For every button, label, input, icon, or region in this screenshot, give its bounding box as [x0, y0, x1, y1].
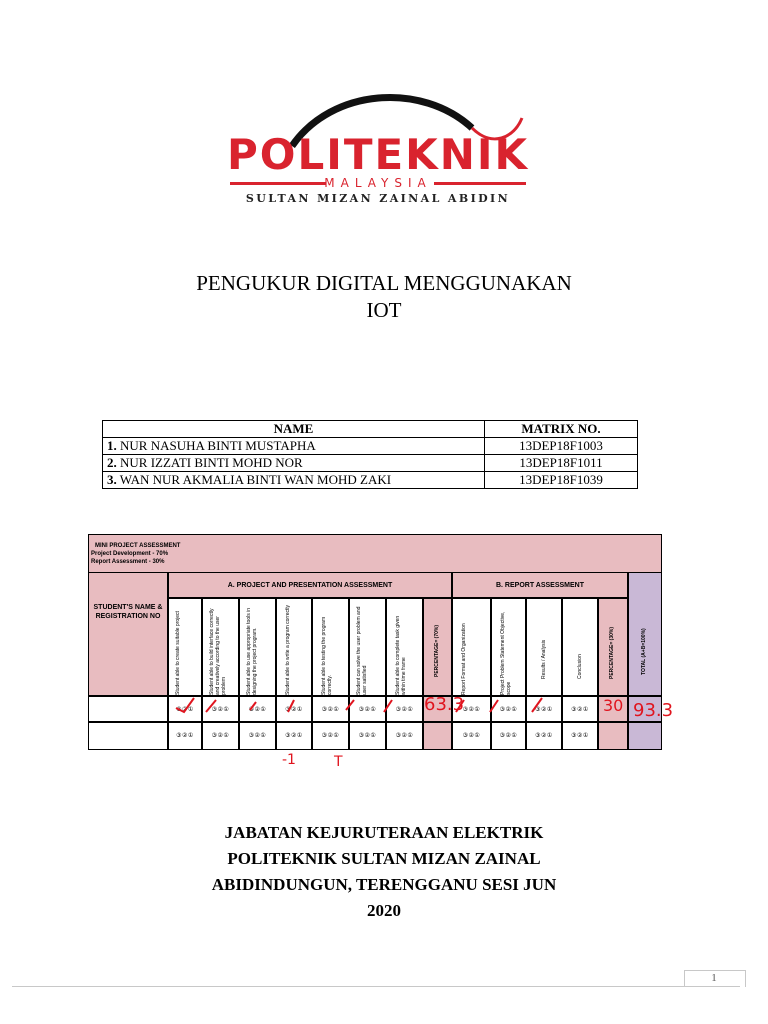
department-line: 2020 [367, 901, 401, 920]
table-row [103, 438, 638, 455]
marks-cell[interactable]: ③②① [386, 696, 423, 722]
marks-cell[interactable]: ③②① [452, 722, 491, 750]
criterion-a-cell [168, 598, 202, 696]
total-label: TOTAL (A+B=100%) [641, 628, 647, 675]
marks-cell[interactable]: ③②① [349, 696, 386, 722]
criterion-label: Report Format and Organization [461, 623, 467, 695]
total-header [628, 572, 662, 696]
handwritten-ticks-icon [160, 694, 560, 724]
criterion-label: Results / Analysis [541, 639, 547, 679]
form-title: MINI PROJECT ASSESSMENT [95, 543, 181, 549]
criterion-b-cell [452, 598, 491, 696]
student-name: NUR NASUHA BINTI MUSTAPHA [116, 438, 316, 453]
criterion-b-cell [562, 598, 598, 696]
criterion-label: Student able to complete task given within time frame [395, 615, 407, 695]
criterion-a-cell [276, 598, 312, 696]
department-line: POLITEKNIK SULTAN MIZAN ZAINAL [227, 849, 541, 868]
criterion-a-cell [312, 598, 349, 696]
student-column-label: STUDENT'S NAME & REGISTRATION NO [93, 604, 163, 620]
student-column-header [88, 572, 168, 696]
logo-subtitle: MALAYSIA [324, 176, 432, 190]
footer-rule [12, 986, 740, 987]
table-row [103, 472, 638, 489]
matrix-cell: 13DEP18F1039 [485, 472, 638, 489]
table-row [103, 455, 638, 472]
marks-cell[interactable]: ③②① [562, 696, 598, 722]
marks-cell[interactable]: ③②① [276, 696, 312, 722]
students-table [102, 420, 638, 489]
marks-cell[interactable]: ③②① [491, 696, 526, 722]
criterion-label: Student able to create suitable project [175, 611, 181, 695]
criterion-label: Student able to build interface correctly and creatively according to the user problem [209, 608, 227, 695]
criterion-b-cell [526, 598, 562, 696]
table-header-row [103, 421, 638, 438]
row-number: 3. [107, 472, 117, 487]
row-number: 2. [107, 455, 117, 470]
criterion-label: Student able to use appropriate tools in designing the project program. [246, 607, 258, 695]
matrix-header: MATRIX NO. [485, 421, 638, 438]
marks-cell[interactable]: ③②① [526, 696, 562, 722]
page-number: 1 [711, 972, 717, 984]
criterion-b-cell [491, 598, 526, 696]
form-weight-project: Project Development - 70% [91, 551, 169, 557]
student-entry-cell[interactable] [88, 696, 168, 722]
logo-tagline: SULTAN MIZAN ZAINAL ABIDIN [245, 192, 511, 205]
criterion-a-cell [202, 598, 239, 696]
matrix-cell: 13DEP18F1011 [485, 455, 638, 472]
marks-cell[interactable]: ③②① [386, 722, 423, 750]
student-name: NUR IZZATI BINTI MOHD NOR [116, 455, 303, 470]
form-weight-report: Report Assessment - 30% [91, 559, 165, 565]
student-name: WAN NUR AKMALIA BINTI WAN MOHD ZAKI [116, 472, 392, 487]
student-name-cell [103, 455, 485, 472]
marks-cell[interactable]: ③②① [452, 696, 491, 722]
marks-cell[interactable]: ③②① [349, 722, 386, 750]
marks-cell[interactable]: ③②① [202, 696, 239, 722]
marks-cell[interactable]: ③②① [202, 722, 239, 750]
student-name-cell [103, 472, 485, 489]
logo-wordmark: POLITEKNIK [226, 130, 530, 179]
marks-cell[interactable]: ③②① [239, 696, 276, 722]
handwritten-note-right: T [334, 754, 343, 770]
criterion-a-cell [386, 598, 423, 696]
department-line: JABATAN KEJURUTERAAN ELEKTRIK [224, 823, 544, 842]
handwritten-note-left: -1 [282, 752, 296, 768]
department-line: ABIDINDUNGUN, TERENGGANU SESI JUN [211, 875, 557, 894]
criterion-label: Conclusion [577, 654, 583, 679]
criterion-a-cell [239, 598, 276, 696]
student-name-cell [103, 438, 485, 455]
marks-cell[interactable]: ③②① [168, 722, 202, 750]
row-number: 1. [107, 438, 117, 453]
marks-cell[interactable]: ③②① [526, 722, 562, 750]
percentage-a-cell[interactable] [423, 722, 452, 750]
form-header [88, 534, 662, 574]
politeknik-logo [222, 88, 534, 208]
project-title-line: PENGUKUR DIGITAL MENGGUNAKAN [196, 271, 572, 295]
criterion-label: Student able to testing the program correctly. [321, 616, 333, 695]
student-entry-cell[interactable] [88, 722, 168, 750]
percentage-b-cell[interactable] [598, 722, 628, 750]
percentage-a-header [423, 598, 452, 696]
name-header: NAME [103, 421, 485, 438]
project-title-line: IOT [366, 298, 402, 322]
handwritten-total: 93.3 [633, 700, 674, 721]
marks-cell[interactable]: ③②① [276, 722, 312, 750]
criterion-label: Project Problem Statement Objective, scope [500, 611, 512, 695]
handwritten-percentage-b: 30 [603, 696, 624, 715]
criterion-label: Student able to write a program correctly [285, 604, 291, 695]
percentage-b-header [598, 598, 628, 696]
marks-cell[interactable]: ③②① [312, 696, 349, 722]
marks-cell[interactable]: ③②① [491, 722, 526, 750]
marks-cell[interactable]: ③②① [168, 696, 202, 722]
marks-cell[interactable]: ③②① [312, 722, 349, 750]
matrix-cell: 13DEP18F1003 [485, 438, 638, 455]
handwritten-percentage-a: 63.3 [424, 694, 465, 715]
percentage-b-label: PERCENTAGE= (30%) [609, 626, 615, 679]
percentage-a-label: PERCENTAGE= (70%) [434, 624, 440, 677]
section-b-header: B. REPORT ASSESSMENT [452, 572, 628, 598]
marks-cell[interactable]: ③②① [239, 722, 276, 750]
section-a-header: A. PROJECT AND PRESENTATION ASSESSMENT [168, 572, 452, 598]
marks-cell[interactable]: ③②① [562, 722, 598, 750]
criterion-label: Student can solve the user problem and user satisfied [356, 606, 368, 695]
project-title [120, 270, 648, 324]
department-block [150, 820, 618, 924]
total-cell[interactable] [628, 722, 662, 750]
criterion-a-cell [349, 598, 386, 696]
